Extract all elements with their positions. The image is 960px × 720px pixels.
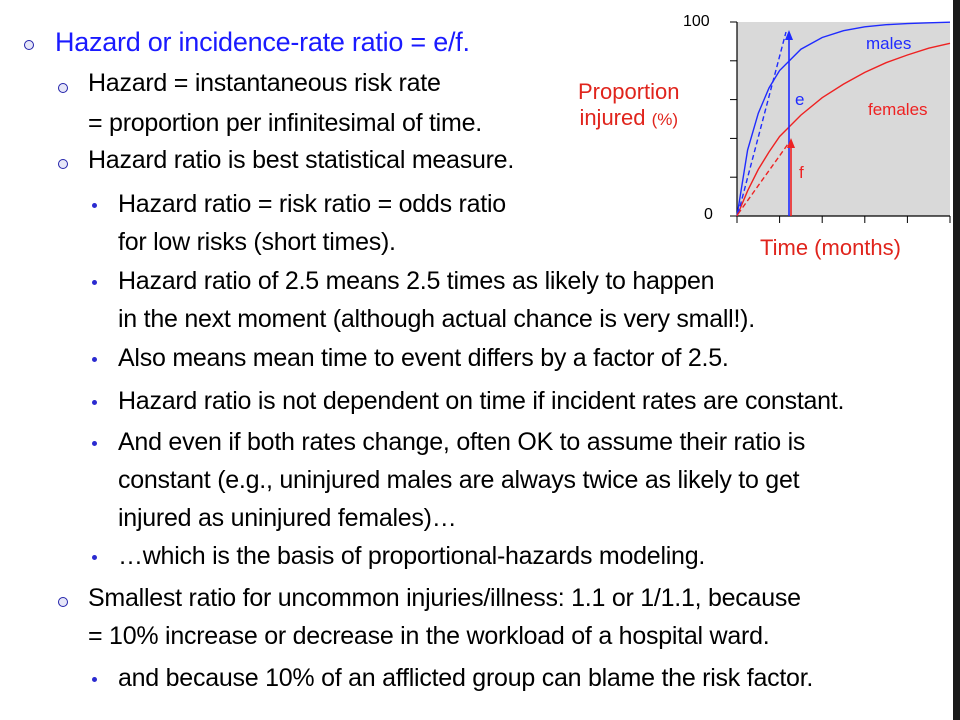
- sub-bullet-dot: [92, 441, 97, 446]
- y-axis-label-line2: injured: [579, 105, 646, 130]
- legend-label-males: males: [866, 34, 912, 53]
- sub-bullet-constant-rates: Hazard ratio is not dependent on time if incident rates are constant.: [118, 387, 845, 415]
- sub-bullet-risk-ratio-line2: for low risks (short times).: [118, 228, 396, 256]
- heading-term: Hazard or incidence-rate ratio: [55, 27, 404, 57]
- y-tick-label-top: 100: [683, 13, 710, 30]
- annotation-e: e: [795, 90, 805, 109]
- sub-bullet-dot: [92, 357, 97, 362]
- sub-bullet-ratio-constant-line2: constant (e.g., uninjured males are always twice as likely to get: [118, 466, 800, 494]
- bullet-hazard-definition-line2: = proportion per infinitesimal of time.: [88, 109, 482, 137]
- bullet-dot: [58, 597, 68, 607]
- sub-bullet-blame-risk-factor: and because 10% of an afflicted group can blame the risk factor.: [118, 664, 814, 692]
- sub-bullet-mean-time: Also means mean time to event differs by a factor of 2.5.: [118, 344, 729, 372]
- sub-bullet-ratio-constant-line3: injured as uninjured females)…: [118, 504, 457, 532]
- sub-bullet-risk-ratio-line1: Hazard ratio = risk ratio = odds ratio: [118, 190, 506, 218]
- sub-bullet-dot: [92, 555, 97, 560]
- y-tick-label-bottom: 0: [704, 206, 713, 223]
- sub-bullet-dot: [92, 677, 97, 682]
- bullet-hazard-definition-line1: Hazard = instantaneous risk rate: [88, 69, 441, 97]
- bullet-smallest-ratio-line1: Smallest ratio for uncommon injuries/illness: 1.1 or 1/1.1, because: [88, 584, 801, 612]
- bullet-best-measure: Hazard ratio is best statistical measure.: [88, 146, 515, 174]
- bullet-smallest-ratio-line2: = 10% increase or decrease in the workload of a hospital ward.: [88, 622, 770, 650]
- annotation-f: f: [799, 163, 804, 182]
- y-axis-label-unit: (%): [651, 110, 679, 129]
- sub-bullet-2-5-line2: in the next moment (although actual chance is very small!).: [118, 305, 755, 333]
- sub-bullet-dot: [92, 400, 97, 405]
- y-axis-label-line1: Proportion: [578, 79, 680, 104]
- sub-bullet-ratio-constant-line1: And even if both rates change, often OK to assume their ratio is: [118, 428, 806, 456]
- injury-chart: [0, 0, 960, 300]
- heading-formula: = e/f.: [403, 27, 470, 57]
- legend-label-females: females: [868, 100, 928, 119]
- sub-bullet-2-5-line1: Hazard ratio of 2.5 means 2.5 times as likely to happen: [118, 267, 715, 295]
- x-axis-label: Time (months): [760, 235, 901, 260]
- plot-area: [0, 0, 960, 300]
- sub-bullet-proportional-hazards: …which is the basis of proportional-hazards modeling.: [118, 542, 706, 570]
